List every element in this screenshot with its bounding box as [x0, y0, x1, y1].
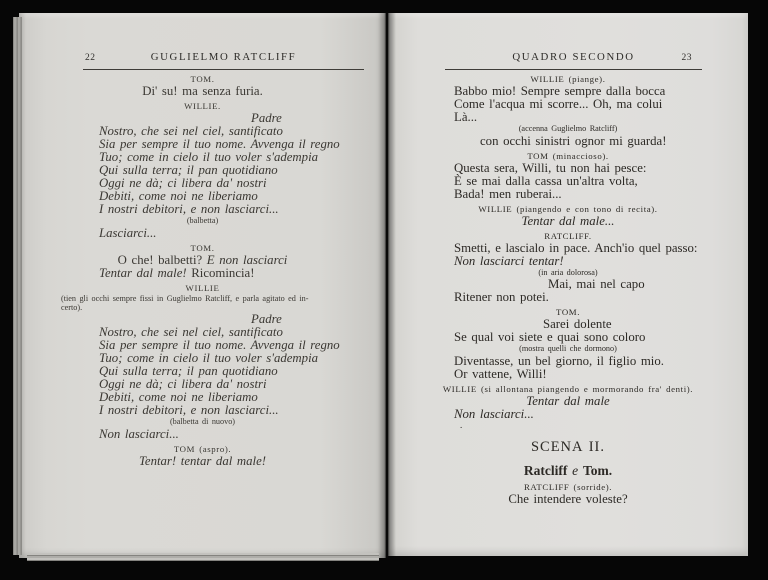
verse-line: Nostro, che sei nel ciel, santificato [99, 124, 283, 138]
speaker-label: TOM (aspro). [173, 443, 232, 454]
verse-line: Padre [251, 312, 282, 327]
page-header [388, 51, 748, 65]
page-content [388, 74, 748, 506]
print-mark: . [460, 419, 463, 430]
speaker-label: WILLIE [185, 282, 220, 293]
running-title: GUGLIELMO RATCLIFF [150, 51, 297, 63]
speaker-label: WILLIE (piange). [530, 74, 606, 84]
dialogue-line: Tentar dal male... [521, 213, 615, 228]
dialogue-roman: Ricomincia! [191, 265, 255, 280]
dialogue-line: Bada! men ruberai... [454, 186, 562, 201]
dialogue-line: con occhi sinistri ognor mi guarda! [480, 133, 667, 148]
verse-line: I nostri debitori, e non lasciarci... [99, 202, 279, 216]
verse-line: Tuo; come in cielo il tuo voler s'adempia [99, 351, 319, 366]
verse-line: Tuo; come in cielo il tuo voler s'adempia [99, 150, 319, 164]
verse-line: Non lasciarci... [99, 426, 179, 441]
verse-line: Qui sulla terra; il pan quotidiano [99, 364, 278, 379]
dialogue-line: Non lasciarci tentar! [454, 253, 564, 268]
speaker-label: TOM. [190, 74, 215, 84]
dialogue-line: Diventasse, un bel giorno, il figlio mio. [454, 353, 664, 368]
verse-line: Debiti, come noi ne liberiamo [99, 189, 258, 203]
dialogue-line: Or vattene, Willi! [454, 366, 547, 381]
dialogue-line [19, 267, 386, 280]
page-header [19, 51, 386, 65]
dialogue-line: Non lasciarci... [454, 406, 534, 421]
verse-line: Padre [251, 111, 282, 125]
dialogue-line: Babbo mio! Sempre sempre dalla bocca [454, 84, 666, 98]
left-page [19, 13, 386, 558]
verse-line: Lasciarci... [99, 225, 157, 240]
stage-direction: (balbetta) [186, 216, 219, 225]
dialogue-line: Tentar dal male [526, 393, 610, 408]
cast-name: Tom. [582, 462, 613, 478]
speaker-label: TOM (minaccioso). [527, 150, 609, 161]
speaker-label: WILLIE (piangendo e con tono di recita). [478, 203, 658, 214]
speaker-label: RATCLIFF (sorride). [523, 481, 613, 492]
dialogue-line: Come l'acqua mi scorre... Oh, ma colui [454, 97, 663, 111]
stage-direction: (in aria dolorosa) [538, 267, 598, 277]
stage-direction: certo). [61, 303, 83, 313]
dialogue-line: Di' su! ma senza furia. [142, 84, 263, 98]
cast-conjunction: e [567, 462, 583, 478]
verse-line: Qui sulla terra; il pan quotidiano [99, 163, 278, 177]
verse-line: Debiti, come noi ne liberiamo [99, 390, 258, 405]
verse-line: Nostro, che sei nel ciel, santificato [99, 325, 283, 340]
scene-heading: SCENA II. [530, 438, 606, 455]
dialogue-italic: Tentar dal male! [99, 265, 192, 280]
dialogue-line: Che intendere voleste? [508, 491, 628, 506]
dialogue-roman: O che! balbetti? [117, 252, 207, 267]
verse-line: Sia per sempre il tuo nome. Avvenga il regno [99, 137, 340, 151]
speaker-label: WILLIE (si allontana piangendo e mormorando fra' denti). [442, 383, 694, 394]
header-rule [445, 69, 702, 70]
page-number: 23 [681, 53, 692, 63]
page-number: 22 [85, 53, 96, 63]
dialogue-line: Là... [454, 110, 478, 124]
stage-direction: (accenna Guglielmo Ratcliff) [518, 124, 618, 133]
dialogue-line: Se qual voi siete e quai sono coloro [454, 330, 646, 344]
book-gutter [378, 13, 396, 558]
dialogue-line: È se mai dalla cassa un'altra volta, [454, 173, 638, 188]
dialogue-line: Sarei dolente [543, 317, 612, 331]
page-edge-bottom [27, 553, 379, 561]
speaker-label: TOM. [556, 307, 580, 317]
stage-direction: (tien gli occhi sempre fissi in Guglielmo Ratcliff, e parla agitato ed in- [61, 293, 309, 303]
cast-name: Ratcliff [523, 462, 568, 478]
right-page [388, 13, 748, 556]
speaker-label: RATCLIFF. [544, 230, 592, 241]
dialogue-line: Tentar! tentar dal male! [138, 453, 267, 468]
header-rule [83, 69, 364, 70]
page-edge-left [13, 17, 22, 555]
cast-list [388, 463, 748, 479]
dialogue-line: Smetti, e lascialo in pace. Anch'io quel passo: [454, 240, 698, 255]
speaker-label: WILLIE. [184, 101, 221, 111]
verse-line: Oggi ne dà; ci libera da' nostri [99, 176, 267, 190]
stage-direction: (balbetta di nuovo) [169, 417, 236, 427]
verse-line: Oggi ne dà; ci libera da' nostri [99, 377, 267, 392]
dialogue-italic: E non lasciarci [206, 252, 288, 267]
verse-line: Sia per sempre il tuo nome. Avvenga il regno [99, 338, 340, 353]
dialogue-line: Ritener non potei. [454, 290, 549, 304]
dialogue-line: Questa sera, Willi, tu non hai pesce: [454, 160, 647, 175]
running-title: QUADRO SECONDO [512, 51, 635, 63]
speaker-label: TOM. [190, 242, 215, 253]
page-content [19, 74, 386, 468]
verse-line: I nostri debitori, e non lasciarci... [99, 403, 279, 418]
stage-direction: (mostra quelli che dormono) [519, 344, 617, 353]
dialogue-line: Mai, mai nel capo [548, 277, 645, 291]
